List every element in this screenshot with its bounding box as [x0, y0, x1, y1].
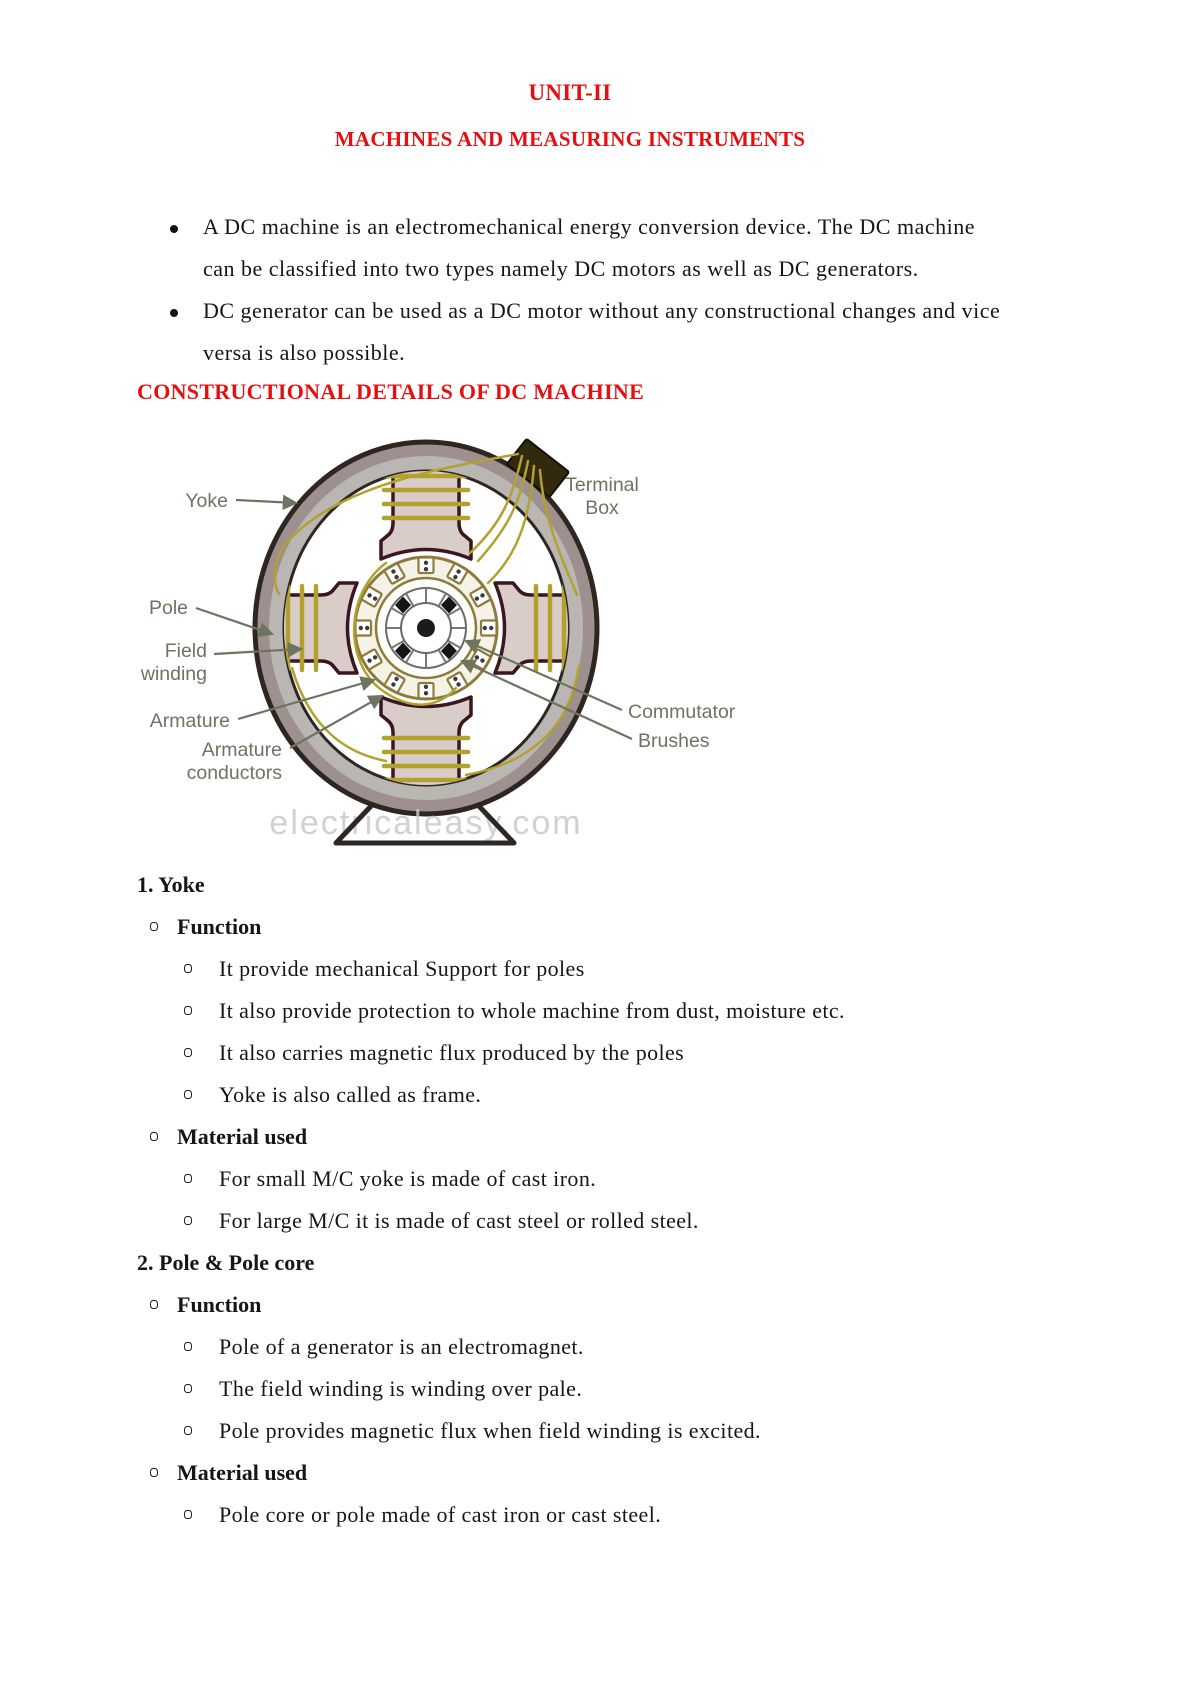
list-item: Pole provides magnetic flux when field winding is excited.: [219, 1418, 761, 1443]
bullet-dot: [170, 309, 178, 317]
list-item: For small M/C yoke is made of cast iron.: [219, 1166, 597, 1191]
shaft: [417, 619, 435, 637]
label-field-winding-1: Field: [164, 640, 207, 662]
list-item: It also provide protection to whole machine from dust, moisture etc.: [219, 998, 845, 1023]
dc-machine-diagram: [140, 428, 780, 876]
group-title: Function: [177, 914, 262, 939]
list-item: It also carries magnetic flux produced by the poles: [219, 1040, 685, 1065]
page-subtitle-row: [0, 127, 1140, 152]
section-1-heading: 1. Yoke: [137, 872, 205, 897]
label-armature: Armature: [149, 710, 230, 732]
intro-line: DC generator can be used as a DC motor without any constructional changes and vice: [203, 298, 1001, 323]
list-item: The field winding is winding over pale.: [219, 1376, 583, 1401]
label-armature-conductors-2: conductors: [186, 762, 282, 784]
page-title-row: [0, 80, 1140, 106]
o-bullet: [184, 1342, 192, 1351]
o-bullet: [150, 1300, 158, 1309]
o-bullet: [184, 1216, 192, 1225]
intro-line: can be classified into two types namely DC motors as well as DC generators.: [203, 256, 919, 281]
o-bullet: [184, 1174, 192, 1183]
group-title: Material used: [177, 1124, 308, 1149]
label-commutator: Commutator: [628, 701, 736, 723]
section-2-heading: 2. Pole & Pole core: [137, 1250, 315, 1275]
section-heading: CONSTRUCTIONAL DETAILS OF DC MACHINE: [137, 379, 645, 404]
list-item: For large M/C it is made of cast steel or rolled steel.: [219, 1208, 699, 1233]
label-terminal-box-2: Box: [585, 497, 619, 519]
list-item: It provide mechanical Support for poles: [219, 956, 585, 981]
o-bullet: [184, 1090, 192, 1099]
group-title: Function: [177, 1292, 262, 1317]
o-bullet: [184, 964, 192, 973]
label-field-winding-2: winding: [140, 663, 207, 685]
intro-line: A DC machine is an electromechanical energy conversion device. The DC machine: [203, 214, 975, 239]
label-yoke: Yoke: [185, 490, 228, 512]
label-terminal-box-1: Terminal: [565, 474, 639, 496]
o-bullet: [150, 1132, 158, 1141]
o-bullet: [150, 1468, 158, 1477]
o-bullet: [184, 1426, 192, 1435]
bullet-dot: [170, 225, 178, 233]
group-title: Material used: [177, 1460, 308, 1485]
label-pole: Pole: [148, 597, 188, 619]
list-item: Yoke is also called as frame.: [219, 1082, 482, 1107]
label-armature-conductors-1: Armature: [201, 739, 282, 761]
list-item: Pole core or pole made of cast iron or cast steel.: [219, 1502, 662, 1527]
watermark: electricaleasy.com: [269, 804, 583, 842]
label-brushes: Brushes: [638, 730, 710, 752]
intro-line: versa is also possible.: [203, 340, 406, 365]
o-bullet: [184, 1510, 192, 1519]
o-bullet: [184, 1384, 192, 1393]
o-bullet: [184, 1048, 192, 1057]
list-item: Pole of a generator is an electromagnet.: [219, 1334, 584, 1359]
page-subtitle: MACHINES AND MEASURING INSTRUMENTS: [334, 127, 806, 151]
commutator: [386, 588, 466, 668]
o-bullet: [150, 922, 158, 931]
o-bullet: [184, 1006, 192, 1015]
page-title: UNIT-II: [528, 80, 612, 105]
